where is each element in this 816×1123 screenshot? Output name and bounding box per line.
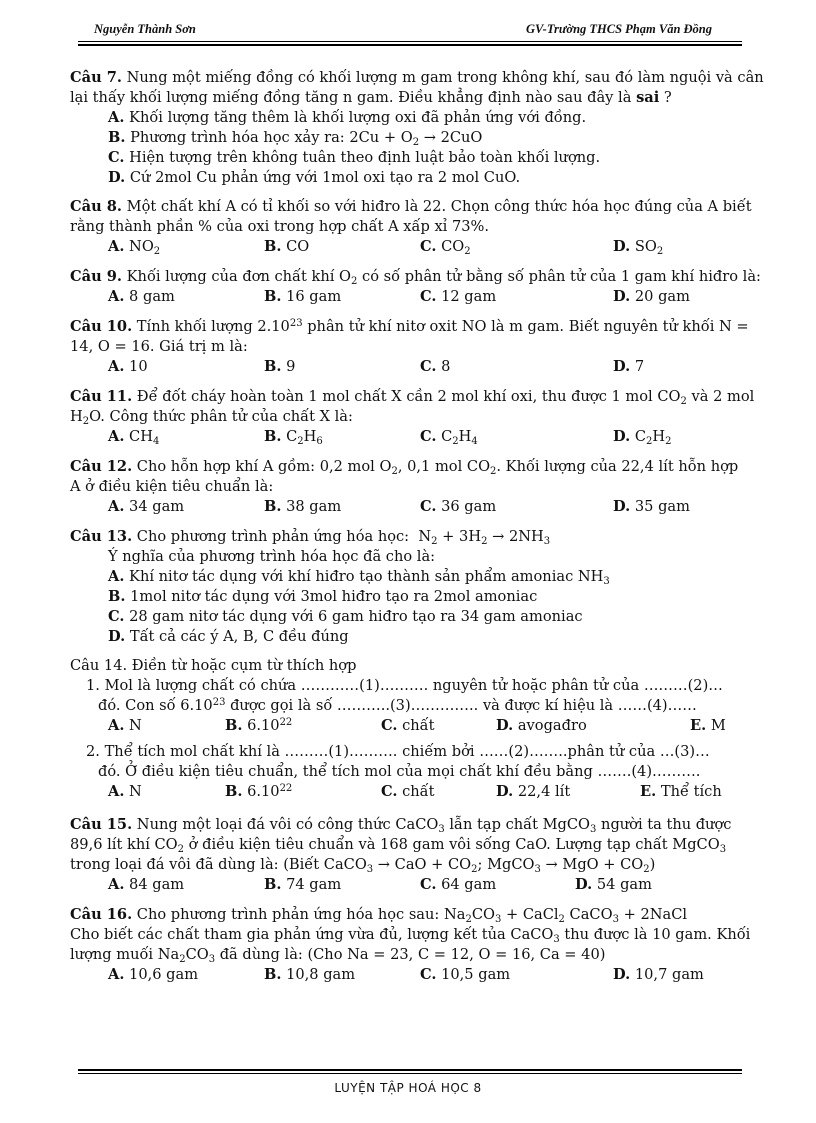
option-label: B.: [225, 783, 243, 800]
option-c[interactable]: [420, 965, 510, 985]
option-text: Khí nitơ tác dụng với khí hiđro tạo thành sản phẩm amoniac NH: [129, 568, 604, 585]
subscript: 2: [465, 914, 472, 925]
subscript: 3: [366, 864, 374, 875]
equation: → MgO + CO: [540, 856, 644, 873]
option-b[interactable]: [264, 965, 355, 985]
option-a[interactable]: [108, 716, 142, 736]
option-text: 16 gam: [286, 288, 342, 305]
option-text: 22,4 lít: [517, 783, 571, 800]
option-label: E.: [640, 783, 657, 800]
option-text: Phương trình hóa học xảy ra: 2Cu + O: [130, 129, 413, 146]
question-text: lẫn tạp chất MgCO: [449, 816, 591, 833]
option-label: A.: [108, 428, 125, 445]
option-label: D.: [613, 238, 631, 255]
question-text: Cho phương trình phản ứng hóa học:: [136, 528, 410, 545]
option-label: C.: [420, 238, 437, 255]
option-text: 34 gam: [129, 498, 185, 515]
header-rule-1: [78, 41, 742, 42]
question-text: Để đốt cháy hoàn toàn 1 mol chất X cần 2 mol khí oxi, thu được 1 mol CO: [136, 388, 681, 405]
option-label: B.: [108, 129, 126, 146]
option-label: A.: [108, 966, 125, 983]
question-text: Ý nghĩa của phương trình hóa học đã cho là:: [108, 548, 436, 565]
option-text: 6.10: [247, 783, 280, 800]
option-label: C.: [381, 783, 398, 800]
option-text: CH: [129, 428, 153, 445]
footer-rule-2: [78, 1073, 742, 1074]
question-number: Câu 7.: [70, 69, 122, 86]
option-label: A.: [108, 717, 125, 734]
question-number: Câu 8.: [70, 198, 122, 215]
subscript: 2: [452, 436, 459, 447]
subscript: 2: [391, 466, 398, 477]
option-text: CO: [286, 238, 310, 255]
question-text: 14, O = 16. Giá trị m là:: [70, 338, 248, 355]
option-d[interactable]: [613, 287, 690, 307]
option-c[interactable]: C. $C_2H_4$: [420, 428, 478, 447]
question-text: . Khối lượng của 22,4 lít hỗn hợp: [496, 458, 739, 475]
option-label: D.: [613, 358, 631, 375]
option-text: 28 gam nitơ tác dụng với 6 gam hiđro tạo ra 34 gam amoniac: [129, 608, 583, 625]
option-label: A.: [108, 288, 125, 305]
option-a[interactable]: [108, 427, 159, 447]
option-c[interactable]: [381, 782, 434, 802]
question-number: Câu 10.: [70, 318, 133, 335]
option-label: C.: [420, 876, 437, 893]
option-text: 10,5 gam: [441, 966, 511, 983]
subscript: 3: [543, 536, 551, 547]
question-text: 1. Mol là lượng chất có chứa …………(1)………. nguyên tử hoặc phân tử của ………(2)…: [86, 677, 723, 694]
option-d[interactable]: [70, 168, 742, 188]
option-label: D.: [108, 169, 126, 186]
page-header: [78, 22, 742, 40]
question-text: đó. Ở điều kiện tiêu chuẩn, thể tích mol của mọi chất khí đều bằng …….(4)……….: [98, 763, 701, 780]
option-a[interactable]: [108, 875, 184, 895]
option-b[interactable]: B. $C_2H_6$: [264, 428, 323, 447]
option-label: A.: [108, 238, 125, 255]
option-label: B.: [264, 428, 282, 445]
superscript: 22: [279, 717, 293, 728]
option-label: D.: [613, 288, 631, 305]
question-text: lượng muối Na: [70, 946, 180, 963]
option-a[interactable]: [108, 357, 148, 377]
option-label: A.: [108, 498, 125, 515]
option-c[interactable]: [420, 497, 496, 517]
option-b[interactable]: [264, 357, 295, 377]
subscript: 2: [643, 864, 650, 875]
equation: → 2NH: [487, 528, 544, 545]
question-text: rằng thành phần % của oxi trong hợp chất A xấp xỉ 73%.: [70, 218, 490, 235]
question-text: phân tử khí nitơ oxit NO là m gam. Biết nguyên tử khối N =: [307, 318, 749, 335]
question-text: người ta thu được: [601, 816, 732, 833]
question-8: [70, 197, 752, 257]
question-text: trong loại đá vôi đã dùng là: (Biết CaCO: [70, 856, 367, 873]
option-b[interactable]: [70, 128, 742, 148]
subscript: 2: [351, 276, 358, 287]
option-text: 12 gam: [441, 288, 497, 305]
subscript: 2: [656, 246, 664, 257]
superscript: 23: [289, 318, 303, 329]
question-text: Cho hỗn hợp khí A gồm: 0,2 mol O: [136, 458, 392, 475]
question-text: 89,6 lít khí CO: [70, 836, 178, 853]
question-text: thu được là 10 gam. Khối: [564, 926, 751, 943]
subscript: 2: [297, 436, 304, 447]
option-a[interactable]: [108, 965, 198, 985]
question-text: Nung một loại đá vôi có công thức CaCO: [136, 816, 439, 833]
option-label: C.: [420, 288, 437, 305]
question-number: Câu 9.: [70, 268, 122, 285]
option-text: 9: [286, 358, 296, 375]
option-d[interactable]: [496, 716, 587, 736]
question-16: [70, 905, 751, 985]
equation: CaCO: [564, 906, 613, 923]
subscript: 2: [82, 416, 90, 427]
subscript: 2: [471, 864, 478, 875]
option-text: 10,7 gam: [634, 966, 704, 983]
option-label: C.: [420, 428, 437, 445]
subscript: 4: [471, 436, 478, 447]
option-text: C: [441, 428, 453, 445]
question-text: lại thấy khối lượng miếng đồng tăng n gam. Điều khẳng định nào sau đây là: [70, 89, 632, 106]
option-text: 20 gam: [634, 288, 690, 305]
question-number: Câu 15.: [70, 816, 133, 833]
subscript: 3: [612, 914, 619, 925]
option-text: Tất cả các ý A, B, C đều đúng: [129, 628, 349, 645]
subscript: 3: [603, 576, 610, 587]
question-text: Câu 14. Điền từ hoặc cụm từ thích hợp: [70, 657, 357, 674]
superscript: 22: [279, 783, 293, 794]
option-label: B.: [264, 498, 282, 515]
option-text: C: [634, 428, 647, 445]
option-text: chất: [402, 717, 435, 734]
option-e[interactable]: [640, 782, 722, 802]
option-b[interactable]: [264, 497, 341, 517]
question-11: [70, 387, 755, 447]
author-name: Nguyễn Thành Sơn: [94, 22, 196, 36]
option-text: SO: [634, 238, 657, 255]
option-text: Hiện tượng trên không tuân theo định luật bảo toàn khối lượng.: [129, 149, 601, 166]
subscript: 2: [153, 246, 161, 257]
emphasis-word: sai: [636, 89, 660, 106]
option-label: C.: [420, 358, 437, 375]
option-label: D.: [613, 428, 631, 445]
subscript: 3: [208, 954, 216, 965]
option-text: CO: [441, 238, 465, 255]
option-text: 8: [441, 358, 451, 375]
option-c[interactable]: [381, 716, 434, 736]
option-label: A.: [108, 109, 125, 126]
question-text: Nung một miếng đồng có khối lượng m gam trong không khí, sau đó làm nguội và cân: [126, 69, 764, 86]
option-text: M: [710, 717, 726, 734]
header-rule-2: [78, 44, 742, 46]
option-d[interactable]: [575, 875, 652, 895]
footer-title: LUYỆN TẬP HOÁ HỌC 8: [334, 1081, 482, 1095]
option-e[interactable]: [690, 716, 726, 736]
option-label: B.: [108, 588, 126, 605]
option-label: A.: [108, 568, 125, 585]
question-text: , 0,1 mol CO: [397, 458, 491, 475]
option-d[interactable]: [496, 782, 570, 802]
option-label: B.: [264, 288, 282, 305]
subscript: 2: [490, 466, 497, 477]
option-c[interactable]: [420, 875, 496, 895]
question-text: được gọi là số ………..(3)………….. và được kí hiệu là ……(4)……: [230, 697, 697, 714]
option-d[interactable]: [613, 965, 704, 985]
option-text: chất: [402, 783, 435, 800]
option-label: D.: [575, 876, 593, 893]
subscript: 2: [177, 844, 185, 855]
subscript: 6: [316, 436, 323, 447]
subscript: 2: [481, 536, 488, 547]
option-label: B.: [264, 358, 282, 375]
school-name: GV-Trường THCS Phạm Văn Đồng: [526, 22, 712, 36]
subscript: 3: [719, 844, 727, 855]
option-c[interactable]: [420, 287, 496, 307]
option-label: A.: [108, 783, 125, 800]
question-text: H: [70, 408, 83, 425]
subscript: 3: [534, 864, 541, 875]
option-label: B.: [264, 966, 282, 983]
question-15: [70, 815, 742, 895]
option-text: 6.10: [247, 717, 280, 734]
equation: + 3H: [437, 528, 482, 545]
equation: ; MgCO: [477, 856, 535, 873]
option-a[interactable]: [108, 782, 142, 802]
option-text: Khối lượng tăng thêm là khối lượng oxi đã phản ứng với đồng.: [129, 109, 587, 126]
question-text: có số phân tử bằng số phân tử của 1 gam khí hiđro là:: [362, 268, 761, 285]
option-a[interactable]: [108, 237, 160, 257]
option-text: 54 gam: [596, 876, 652, 893]
question-number: Câu 16.: [70, 906, 133, 923]
equation: + 2NaCl: [618, 906, 688, 923]
equation: ): [649, 856, 656, 873]
subscript: 3: [553, 934, 560, 945]
subscript: 2: [646, 436, 653, 447]
option-text: 10: [129, 358, 148, 375]
option-label: B.: [225, 717, 243, 734]
option-label: D.: [613, 498, 631, 515]
question-text: Cho biết các chất tham gia phản ứng vừa đủ, lượng kết tủa CaCO: [70, 926, 554, 943]
option-label: E.: [690, 717, 707, 734]
question-text: A ở điều kiện tiêu chuẩn là:: [70, 478, 274, 495]
question-text: và 2 mol: [691, 388, 755, 405]
question-7: [70, 68, 764, 188]
option-text: 1mol nitơ tác dụng với 3mol hiđro tạo ra 2mol amoniac: [130, 588, 538, 605]
subscript: 2: [464, 246, 471, 257]
option-text: 64 gam: [441, 876, 497, 893]
option-label: D.: [496, 717, 514, 734]
option-text: 36 gam: [441, 498, 497, 515]
option-label: C.: [381, 717, 398, 734]
option-label: D.: [108, 628, 126, 645]
equation: → CaO + CO: [373, 856, 472, 873]
option-text: 74 gam: [286, 876, 342, 893]
subscript: 2: [412, 137, 420, 148]
option-text: Thể tích: [660, 783, 722, 800]
option-text: 7: [634, 358, 645, 375]
option-d[interactable]: [613, 497, 690, 517]
option-label: B.: [264, 238, 282, 255]
superscript: 23: [212, 697, 226, 708]
question-text: Khối lượng của đơn chất khí O: [126, 268, 352, 285]
question-text: Tính khối lượng 2.10: [136, 318, 290, 335]
question-mark: ?: [663, 89, 672, 106]
option-d[interactable]: D. $C_2H_2$: [613, 428, 672, 447]
question-text: đó. Con số 6.10: [98, 697, 213, 714]
option-c[interactable]: [420, 357, 450, 377]
equation: + CaCl: [501, 906, 559, 923]
question-9: [70, 267, 761, 307]
question-14: [70, 656, 742, 802]
option-a[interactable]: [70, 567, 742, 587]
question-text: 2. Thể tích mol chất khí là ………(1)………. chiếm bởi ……(2)……..phân tử của …(3)…: [86, 743, 710, 760]
option-b[interactable]: [70, 587, 742, 607]
option-b[interactable]: [264, 287, 341, 307]
option-text: N: [129, 783, 142, 800]
question-text: đã dùng là: (Cho Na = 23, C = 12, O = 16, Ca = 40): [219, 946, 606, 963]
subscript: 3: [590, 824, 597, 835]
option-label: D.: [613, 966, 631, 983]
option-text: → 2CuO: [419, 129, 483, 146]
option-b[interactable]: [225, 782, 292, 802]
question-text: CO: [185, 946, 209, 963]
option-label: B.: [264, 876, 282, 893]
option-label: C.: [420, 498, 437, 515]
option-d[interactable]: [613, 237, 663, 257]
subscript: 3: [494, 914, 502, 925]
option-b[interactable]: [225, 716, 292, 736]
option-d[interactable]: [613, 357, 644, 377]
option-text: 10,6 gam: [129, 966, 199, 983]
option-c[interactable]: [70, 607, 742, 627]
option-text: 35 gam: [634, 498, 690, 515]
option-a[interactable]: [108, 497, 184, 517]
subscript: 3: [438, 824, 445, 835]
option-b[interactable]: [264, 237, 309, 257]
option-label: A.: [108, 876, 125, 893]
option-text: 38 gam: [286, 498, 342, 515]
question-number: Câu 11.: [70, 388, 133, 405]
option-text: C: [286, 428, 298, 445]
option-label: C.: [108, 149, 125, 166]
option-text: N: [129, 717, 142, 734]
option-text: NO: [129, 238, 154, 255]
option-d[interactable]: [70, 627, 742, 647]
option-b[interactable]: [264, 875, 341, 895]
footer-rule-1: [78, 1069, 742, 1071]
subscript: 2: [558, 914, 565, 925]
subscript: 2: [680, 396, 687, 407]
subscript: 4: [152, 436, 160, 447]
question-12: [70, 457, 742, 517]
option-text: 84 gam: [129, 876, 185, 893]
equation: N: [418, 528, 432, 545]
question-text: O. Công thức phân tử của chất X là:: [89, 408, 353, 425]
subscript: 2: [179, 954, 186, 965]
question-text: Một chất khí A có tỉ khối so với hiđro là 22. Chọn công thức hóa học đúng của A biết: [126, 198, 752, 215]
question-number: Câu 12.: [70, 458, 133, 475]
question-text: ở điều kiện tiêu chuẩn và 168 gam vôi sống CaO. Lượng tạp chất MgCO: [188, 836, 720, 853]
option-c[interactable]: [70, 148, 742, 168]
option-label: D.: [496, 783, 514, 800]
option-text: avogađro: [517, 717, 587, 734]
subscript: 2: [431, 536, 438, 547]
question-number: Câu 13.: [70, 528, 133, 545]
option-a[interactable]: [70, 108, 742, 128]
option-c[interactable]: [420, 237, 471, 257]
option-text: 8 gam: [129, 288, 175, 305]
question-10: [70, 317, 749, 377]
question-text: Cho phương trình phản ứng hóa học sau: Na: [136, 906, 466, 923]
option-a[interactable]: [108, 287, 175, 307]
option-label: A.: [108, 358, 125, 375]
equation: CO: [471, 906, 495, 923]
question-13: [70, 527, 742, 647]
option-label: C.: [108, 608, 125, 625]
option-label: C.: [420, 966, 437, 983]
option-text: 10,8 gam: [286, 966, 356, 983]
option-text: Cứ 2mol Cu phản ứng với 1mol oxi tạo ra 2 mol CuO.: [129, 169, 521, 186]
subscript: 2: [665, 436, 672, 447]
